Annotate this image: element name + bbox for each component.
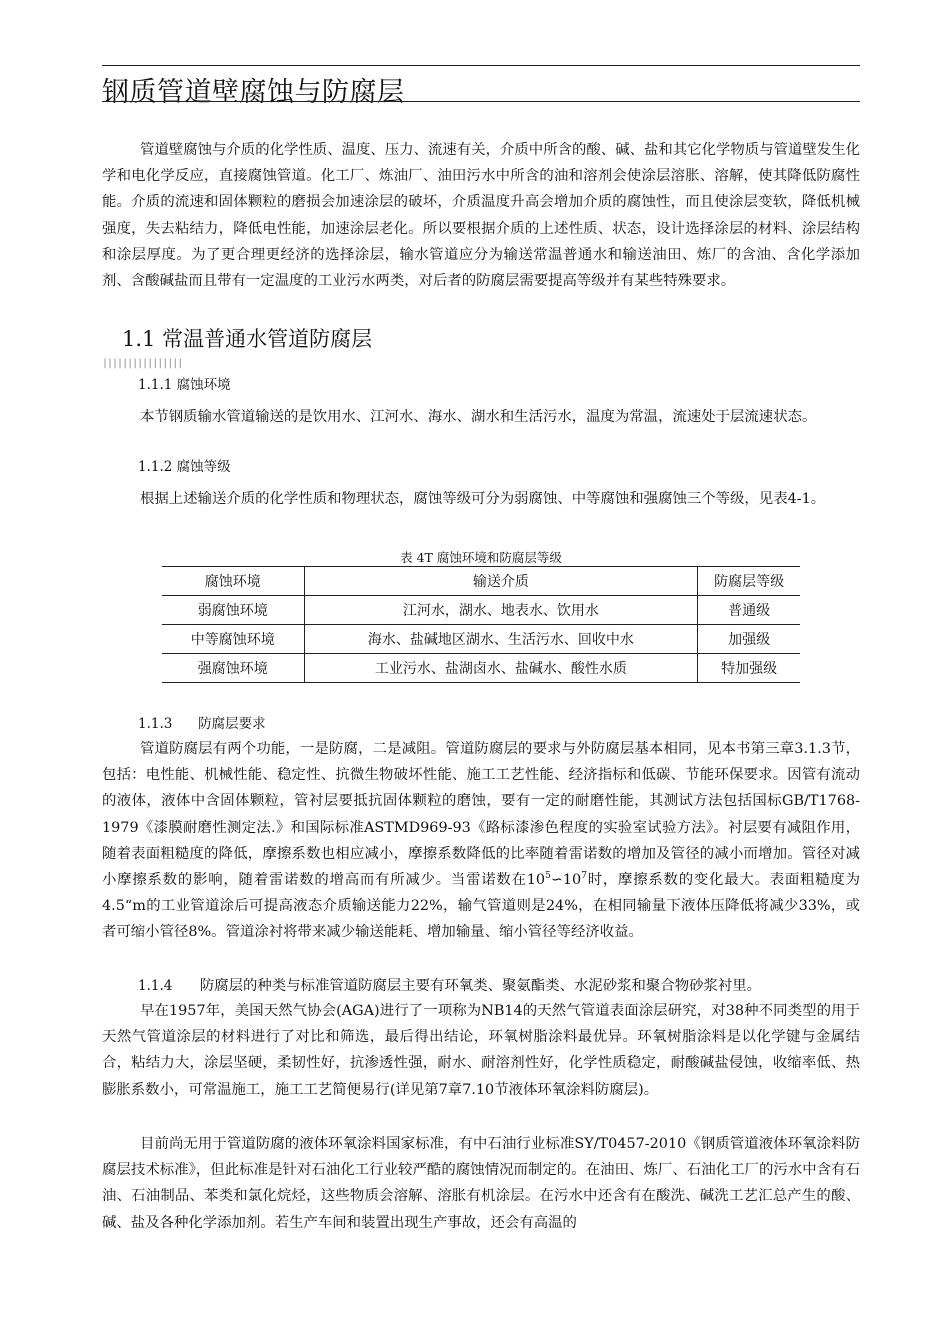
title-rule-bottom xyxy=(102,101,860,102)
table-header-row xyxy=(162,567,800,596)
table-cell: 江河水，湖水、地表水、饮用水 xyxy=(304,596,698,625)
table-cell: 加强级 xyxy=(698,625,800,654)
table-header-cell: 输送介质 xyxy=(304,567,698,596)
text-part: 时，摩擦系数的变化最大。表面粗糙度为4.5“m的工业管道涂后可提高液态介质输送能力22%，输气管道则是24%，在相同输量下液体压降低将减少33%，或者可缩小管径8%。管道涂衬将带来减少输送能耗、增加输量、缩小管径等经济收益。 xyxy=(102,872,860,941)
page-title: 钢质管道壁腐蚀与防腐层 xyxy=(102,77,405,108)
superscript: 5 xyxy=(545,871,551,882)
table-cell: 强腐蚀环境 xyxy=(162,654,304,683)
section-title: 防腐层的种类与标准管道防腐层主要有环氧类、聚氨酯类、水泥砂浆和聚合物砂浆衬里。 xyxy=(199,978,762,994)
section-number: 1.1.4 xyxy=(138,978,173,994)
table-cell: 普通级 xyxy=(698,596,800,625)
table-cell: 特加强级 xyxy=(698,654,800,683)
table-row xyxy=(162,596,800,625)
section-1-1-4-para-2: 目前尚无用于管道防腐的液体环氧涂料国家标准，有中石油行业标准SY/T0457-2010《钢质管道液体环氧涂料防腐层技术标准》，但此标准是针对石油化工行业较严酷的腐蚀情况而制定的。在油田、炼厂、石油化工厂的污水中含有石油、石油制品、苯类和氯化烷烃，这些物质会溶解、溶胀有机涂层。在污水中还含有在酸洗、碱洗工艺汇总产生的酸、碱、盐及各种化学添加剂。若生产车间和装置出现生产事故，还会有高温的 xyxy=(102,1136,860,1231)
table-cell: 中等腐蚀环境 xyxy=(162,625,304,654)
section-number: 1.1.3 xyxy=(138,716,173,732)
table-header-cell: 防腐层等级 xyxy=(698,567,800,596)
decorative-bars: |||||||||||||||| xyxy=(102,358,183,369)
section-title: 防腐层要求 xyxy=(198,716,266,732)
table-cell: 弱腐蚀环境 xyxy=(162,596,304,625)
section-heading-1-1-1: 1.1.1 腐蚀环境 xyxy=(138,377,231,393)
section-1-1-1-text: 本节钢质输水管道输送的是饮用水、江河水、海水、湖水和生活污水，温度为常温，流速处于层流速状态。 xyxy=(140,409,817,425)
table-caption: 表 4T 腐蚀环境和防腐层等级 xyxy=(400,550,562,565)
section-1-1-2-text: 根据上述输送介质的化学性质和物理状态，腐蚀等级可分为弱腐蚀、中等腐蚀和强腐蚀三个等级，见表4-1。 xyxy=(140,491,826,507)
text-part: 管道防腐层有两个功能，一是防腐，二是减阻。管道防腐层的要求与外防腐层基本相同，见本书第三章3.1.3节，包括：电性能、机械性能、稳定性、抗微生物破坏性能、施工工艺性能、经济指标和低碳、节能环保要求。因管有流动的液体，液体中含固体颗粒，管衬层要抵抗固体颗粒的磨蚀，要有一定的耐磨性能，其测试方法包括国标GB/T1768-1979《漆膜耐磨性测定法.》和国际标准ASTMD969-93《路标漆渗色程度的实验室试验方法》。衬层要有减阻作用，随着表面粗糙度的降低，摩擦系数也相应减小，摩擦系数降低的比率随着雷诺数的增加及管径的减小而增加。管径对减小摩擦系数的影响，随着雷诺数的增高而有所减少。当雷诺数在10 xyxy=(102,741,860,889)
section-heading-1-1: 1.1 常温普通水管道防腐层 xyxy=(122,327,373,351)
text-part: ∽10 xyxy=(550,872,582,889)
superscript: 7 xyxy=(581,871,587,882)
table-row xyxy=(162,654,800,683)
table-row xyxy=(162,625,800,654)
section-1-1-4-para-1: 早在1957年，美国天然气协会(AGA)进行了一项称为NB14的天然气管道表面涂层研究，对38种不同类型的用于天然气管道涂层的材料进行了对比和筛选，最后得出结论，环氧树脂涂料最优异。环氧树脂涂料是以化学键与金属结合，粘结力大，涂层坚硬，柔韧性好，抗渗透性强，耐水、耐溶剂性好，化学性质稳定，耐酸碱盐侵蚀，收缩率低、热膨胀系数小，可常温施工，施工工艺简便易行(详见第7章7.10节液体环氧涂料防腐层)。 xyxy=(102,1003,860,1098)
table-header-cell: 腐蚀环境 xyxy=(162,567,304,596)
table-cell: 海水、盐碱地区湖水、生活污水、回收中水 xyxy=(304,625,698,654)
section-heading-1-1-4 xyxy=(138,974,761,995)
table-cell: 工业污水、盐湖卤水、盐碱水、酸性水质 xyxy=(304,654,698,683)
intro-paragraph: 管道壁腐蚀与介质的化学性质、温度、压力、流速有关，介质中所含的酸、碱、盐和其它化学物质与管道壁发生化学和电化学反应，直接腐蚀管道。化工厂、炼油厂、油田污水中所含的油和溶剂会使涂层溶胀、溶解，使其降低防腐性能。介质的流速和固体颗粒的磨损会加速涂层的破坏，介质温度升高会增加介质的腐蚀性，而且使涂层变软，降低机械强度，失去粘结力，降低电性能，加速涂层老化。所以要根据介质的上述性质、状态，设计选择涂层的材料、涂层结构和涂层厚度。为了更合理更经济的选择涂层，输水管道应分为输送常温普通水和输送油田、炼厂的含油、含化学添加剂、含酸碱盐而且带有一定温度的工业污水两类，对后者的防腐层需要提高等级并有某些特殊要求。 xyxy=(102,142,860,290)
section-heading-1-1-3 xyxy=(138,712,266,732)
section-1-1-3-text xyxy=(102,736,860,946)
title-rule-top xyxy=(102,65,860,66)
corrosion-table xyxy=(162,566,800,683)
section-heading-1-1-2: 1.1.2 腐蚀等级 xyxy=(138,459,231,475)
